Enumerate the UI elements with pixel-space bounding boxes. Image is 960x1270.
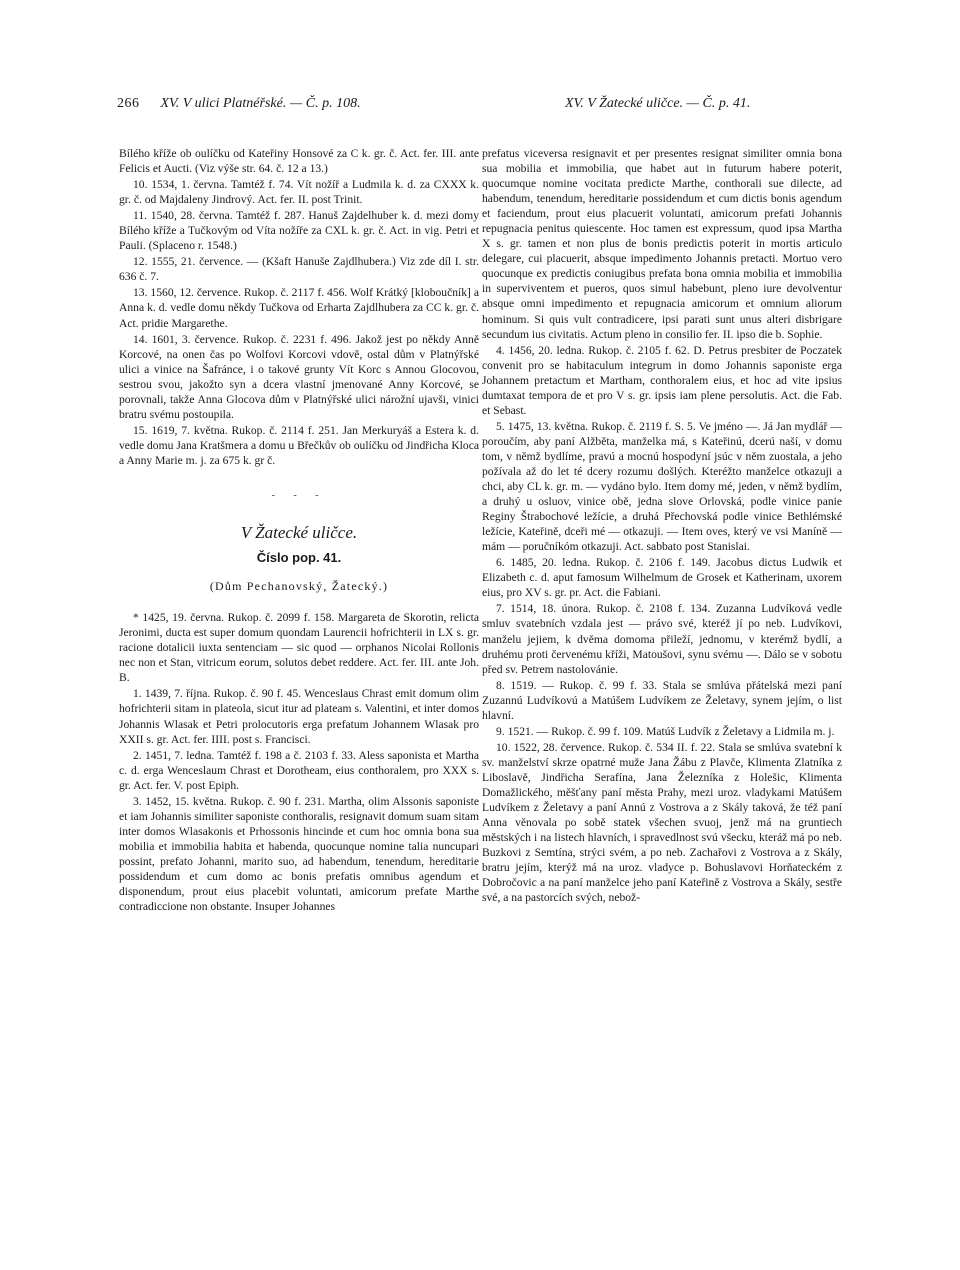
section-separator: - - - [271,489,327,501]
paragraph: 8. 1519. — Rukop. č. 99 f. 33. Stala se smlúva přátelská mezi paní Zuzannú Ludvíkovú a Matúšem Ludvíkem ze Želetavy, synem jejím, o list hlavní. [482,678,842,722]
paragraph: 10. 1534, 1. června. Tamtéž f. 74. Vít nožíř a Ludmila k. d. za CXXX k. gr. č. od Majdaleny Jindrový. Act. fer. II. post Trinit. [119,178,479,207]
left-text-column [119,146,479,914]
paragraph: 7. 1514, 18. února. Rukop. č. 2108 f. 134. Zuzanna Ludvíková vedle smluv svatebních vzdala jest — právo své, kteréž jí po neb. Ludvíkovi, manželu jejiem, k dvěma domoma přileží, jednomu, v kterémž bydlí, a druhému proti červenému kříži, Matoušovi, synu svému —. Dálo se v sobotu před sv. Petrem nastolovánie. [482,602,842,676]
paragraph: 2. 1451, 7. ledna. Tamtéž f. 198 a č. 2103 f. 33. Aless saponista et Martha c. d. erga Wenceslaum Chrast et Dorotheam, eius conthoralem, pro XXX s. gr. Act. fer. V. post Epiph. [119,748,479,792]
right-text-column [482,146,842,905]
left-running-title: XV. V ulici Platnéřské. — Č. p. 108. [160,96,361,111]
paragraph: * 1425, 19. června. Rukop. č. 2099 f. 158. Margareta de Skorotin, relicta Jeronimi, ducta est super domum quondam Laurencii hofrichterii in LX s. gr. racione dotalicii iuxta sentenciam — sic quod — orphanos Nicolai Rollonis nec non et Stan, vitricum eorum, solutos debet reddere. Act. fer. III. ante Joh. B. [119,611,479,685]
paragraph: 11. 1540, 28. června. Tamtéž f. 287. Hanuš Zajdelhuber k. d. mezi domy Bílého kříže a Tučkovým od Víta nožíře za CXL k. gr. č. Act. in vig. Petri et Pauli. (Splaceno r. 1548.) [119,209,479,253]
paragraph: 15. 1619, 7. května. Rukop. č. 2114 f. 251. Jan Merkuryáš a Estera k. d. vedle domu Jana Kratšmera a domu u Břečkův ob oulíčku od Jindřicha Kloca a Anny Marie m. j. za 675 k. gr č. [119,423,479,467]
paragraph: 6. 1485, 20. ledna. Rukop. č. 2106 f. 149. Jacobus dictus Ludwik et Elizabeth c. d. aput famosum Wilhelmum de Grosek et Katherinam, uxorem eius, pro XV s. gr. pr. Act. die Fabiani. [482,556,842,600]
right-running-header [565,96,750,112]
paragraph: 5. 1475, 13. května. Rukop. č. 2119 f. S. 5. Ve jméno —. Já Jan mydlář — poroučím, aby paní Alžběta, manželka má, s Kateřinú, dcerú naší, v domu tom, v němž bydlíme, pravú a mocnú hospodyní jsúc v něm zuostala, a jeho požívala až do let té dcery rozumu došlých. Kteréžto manželce otkazuji a chci, aby CL k. gr. m. — vydáno bylo. Item domy mé, jeden, v němž bydlím, a druhý u osluov, vinice obě, jedna slove Orlovská, podle vinice panie Reginy Štrabochové ležície, a druhá Přechovská podle vinice Bethlémské ležície, Kateřině, dceři mé — otkazuji. — Item oves, který ve vsi Maníně — mám — poručníkóm otkazuji. Act. sabbato post Stanislai. [482,419,842,554]
paragraph: 9. 1521. — Rukop. č. 99 f. 109. Matúš Ludvík z Želetavy a Lidmila m. j. [496,724,835,738]
paragraph: 10. 1522, 28. července. Rukop. č. 534 II. f. 22. Stala se smlúva svatební k sv. manželství skrze opatrné muže Jana Žábu z Plavče, Klimenta Zlatníka z Liboslavě, Jindřicha Serafína, Jana Železníka z Holešic, Klimenta Domažlického, měšťany paní města Prahy, mezi uroz. vladykami Matúšem Ludvíkem z Želetavy a paní Annú z Vostrova a z Skály taková, že též paní Anna věnovala po sobě statek všechen svuoj, jenž má na gruntiech městských i na listech hlavních, i spravedlnost svú všecku, kteráž má po neb. Buzkovi z Semtína, strýci svém, a po neb. Zachařovi z Vostrova a z Skály, bratru jejím, kterýž má na uroz. vladyce p. Bohuslavovi Horňateckém z Dobročovic a na paní manželce jeho paní Kateřině z Vostrova a Skály, sestře své, a na pastorcích svých, nebož- [482,740,842,905]
left-running-header [117,96,361,112]
paragraph: prefatus viceversa resignavit et per presentes resignat similiter omnia bona sua mobilia et immobilia, que habet aut in futurum habere poterit, quocumque nomine vocitata predicte Marthe, conthorali sue dilecte, ad habendum, tenendum, hereditarie possidendum et cum dictis bonis agendum et faciendum, prout eius placuerit voluntati, amicorum prefati Johannis repugnacia penitus quiescente. Hoc tamen est expressum, quod ipsa Martha X s. gr. tamen et non plus de bonis predictis poterit in mortis articulo delegare, cui placuerit, absque impedimento Johannis pretacti. Mortuo vero quocunque ex predictis coniugibus prefata bona omnia mobilia et immobilia in superviventem et pueros, quos simul habebunt, pleno iure devolventur absque omni impedimento et repugnacia amicorum et omnium aliorum hominum. Si quis vult contradicere, ipsi parati sunt unus alteri disbrigare secundum ius civitatis. Actum pleno in consilio fer. II. ipso die b. Sophie. [482,147,842,341]
paragraph: 12. 1555, 21. července. — (Kšaft Hanuše Zajdlhubera.) Viz zde díl I. str. 636 č. 7. [119,255,479,284]
section-title: V Žatecké uličce. [240,523,358,543]
paragraph: 4. 1456, 20. ledna. Rukop. č. 2105 f. 62. D. Petrus presbiter de Poczatek convenit pro se habitaculum integrum in domo Johannis saponiste erga Johannem pretactum et Martham, conthoralem eius, et hoc ad vite ipsius dumtaxat tempora de et pro V s. gr. ipsis iam plene persolutis. Act. die Fab. et Sebast. [482,343,842,417]
paragraph: 1. 1439, 7. října. Rukop. č. 90 f. 45. Wenceslaus Chrast emit domum olim hofrichterii sitam in plateola, sicut itur ad plateam s. Valentini, et inter domos Johannis Wlasak et Petri prolocutoris erga prefatum Johannem Wlasak pro XXII s. gr. Act. fer. IIII. post s. Francisci. [119,687,479,746]
right-running-title: XV. V Žatecké uličce. — Č. p. 41. [565,96,751,111]
section-number: Číslo pop. 41. [256,550,342,566]
section-subtitle: (Dům Pechanovský, Žatecký.) [209,579,389,594]
paragraph: Bílého kříže ob oulíčku od Kateřiny Honsové za C k. gr. č. Act. fer. III. ante Felicis et Aucti. (Viz výše str. 64. č. 12 a 13.) [119,147,479,176]
page-number: 266 [117,96,140,111]
paragraph: 14. 1601, 3. července. Rukop. č. 2231 f. 496. Jakož jest po někdy Anně Korcové, na onen čas po Wolfovi Korcovi vdově, ostal dům v Platnýřské ulici a vinice na Šafránce, i o takové grunty Vít Korc s Annou Glocovou, sestrou svou, jakožto syn a dcera vlastní jmenované Anny Korcové, se porovnali, takže Anna Glocova dům v Platnýřské ulici nárožní ujavši, vinici bratru svému postoupila. [119,332,479,421]
paragraph: 3. 1452, 15. května. Rukop. č. 90 f. 231. Martha, olim Alssonis saponiste et iam Johannis similiter saponiste conthoralis, resignavit domum suam sitam inter domos Wlasakonis et Prhossonis hincinde et cum hoc omnia bona sua mobilia et immobilia habita et habenda, quocunque nomine talia nuncupari possint, prefato Johanni, marito suo, ad habendum, tenendum, hereditarie possidendum et cum domo ac bonis prefatis omnibus agendum et disponendum, prout eius placebit voluntati, amicorum prefate Marthe contradiccione non obstante. Insuper Johannes [119,794,479,914]
paragraph: 13. 1560, 12. července. Rukop. č. 2117 f. 456. Wolf Krátký [kloboučník] a Anna k. d. vedle domu někdy Tučkova od Erharta Zajdlhubera za CC k. gr. č. Act. pridie Margarethe. [119,286,479,330]
